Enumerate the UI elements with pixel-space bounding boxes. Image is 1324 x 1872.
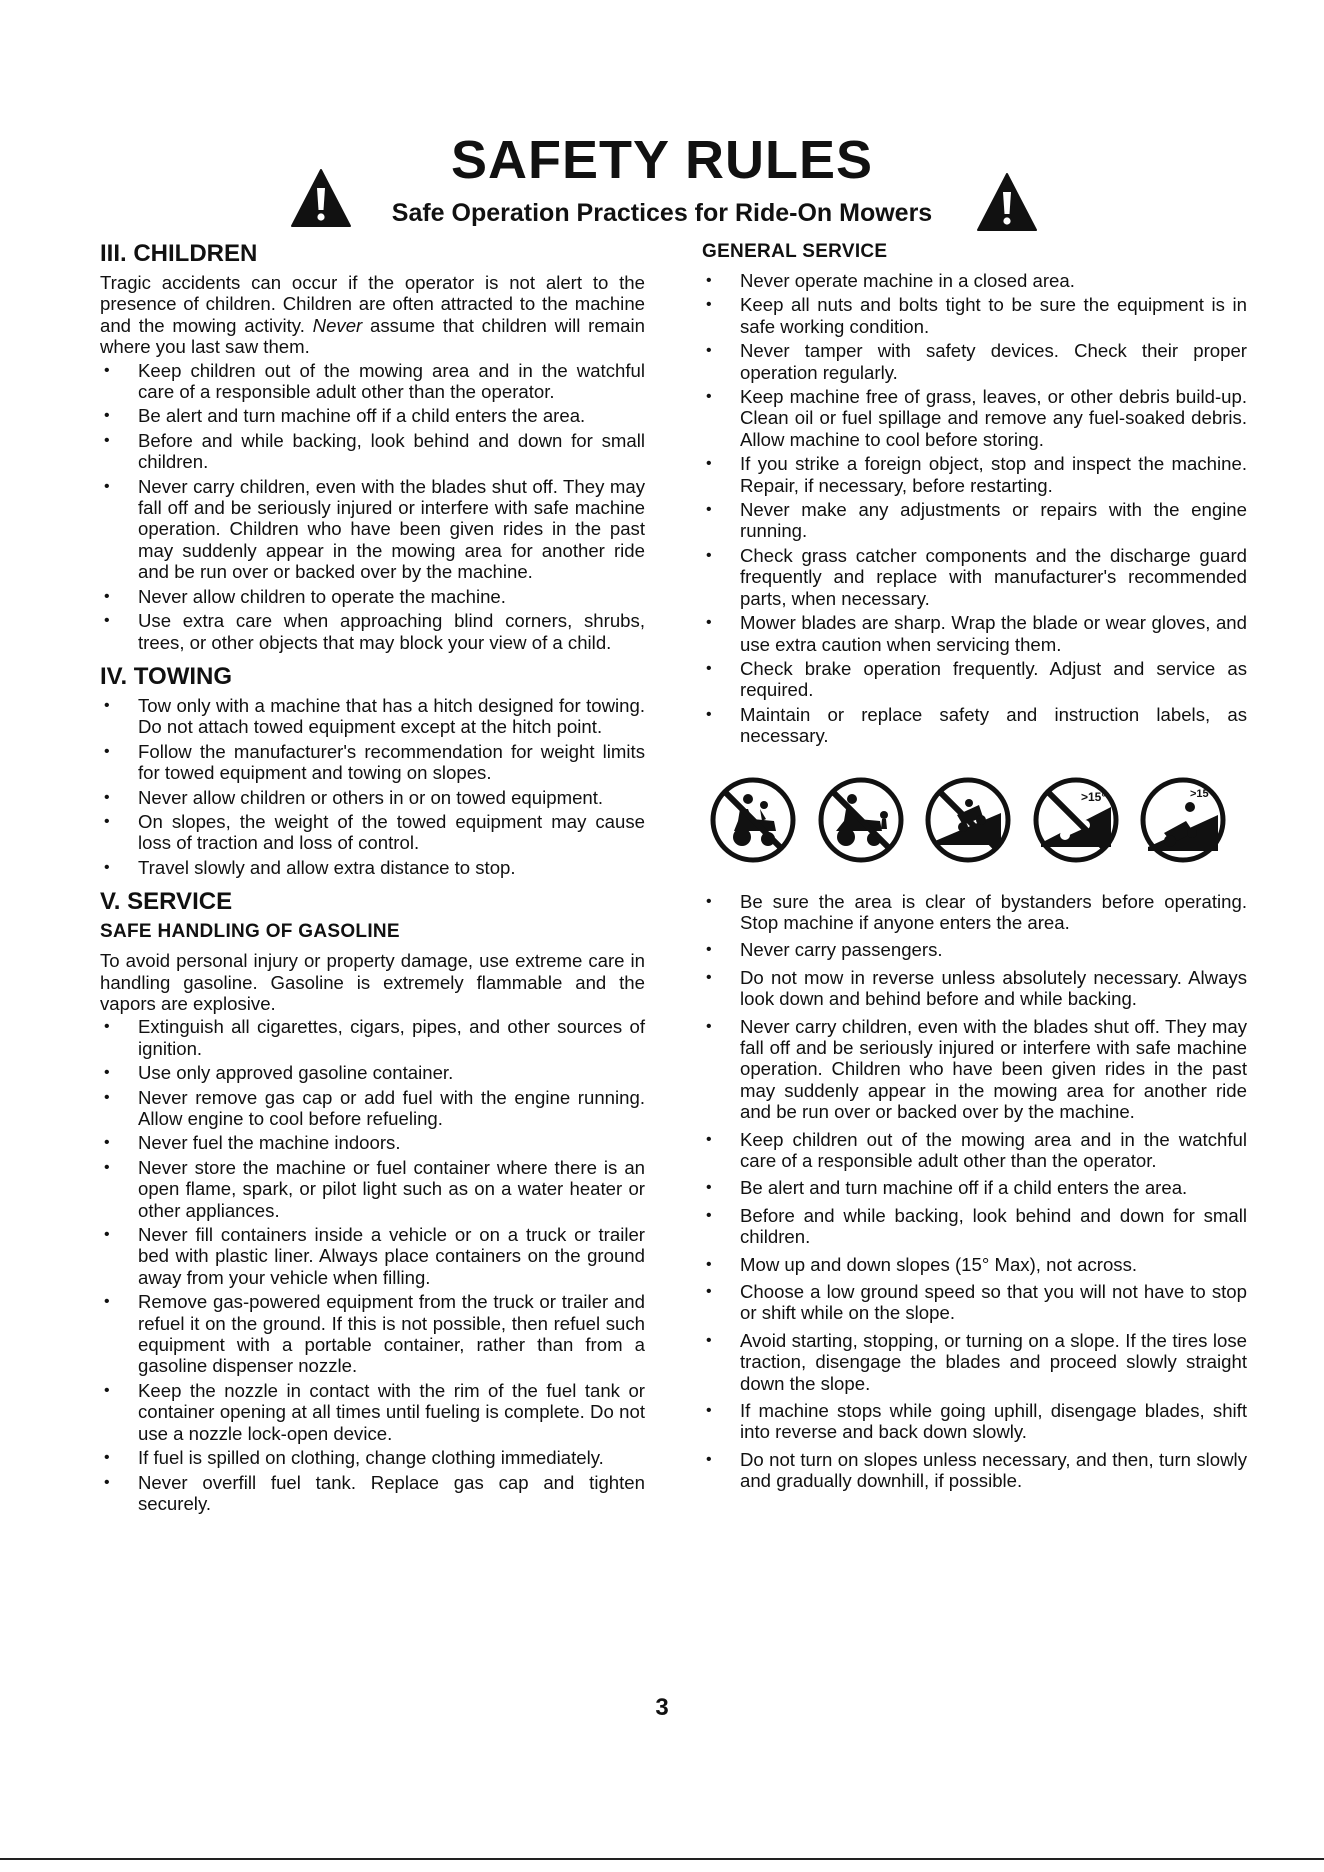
page-header (0, 128, 1324, 238)
left-column (100, 240, 645, 1524)
list-item: • Check brake operation frequently. Adjust and service as required. (706, 657, 1247, 701)
bullet-icon: • (706, 546, 712, 564)
list-item: • Keep the nozzle in contact with the rim of the fuel tank or container opening at all times until fueling is complete. Do not use a nozzle lock-open device. (104, 1379, 645, 1444)
warning-triangle-icon (976, 172, 1038, 234)
page-title: SAFETY RULES (450, 130, 874, 190)
bullet-icon: • (706, 1331, 712, 1349)
list-item: • Never allow children to operate the machine. (104, 585, 506, 607)
section-general-service (702, 240, 1247, 747)
bullet-icon: • (104, 1064, 110, 1082)
list-item: • Use only approved gasoline container. (104, 1062, 454, 1084)
slope-label: >15° (1080, 789, 1106, 804)
no-children-icon (816, 775, 906, 865)
bullet-icon: • (104, 431, 110, 449)
bullet-icon: • (104, 812, 110, 830)
section-operation (702, 891, 1247, 1492)
list-item: • If you strike a foreign object, stop and inspect the machine. Repair, if necessary, before restarting. (706, 453, 1247, 496)
bullet-icon: • (104, 612, 110, 630)
bullet-icon: • (104, 858, 110, 876)
intro-emphasis: Never (312, 314, 363, 336)
bullet-icon: • (104, 407, 110, 425)
bottom-divider (0, 1858, 1324, 1860)
list-item: • Be sure the area is clear of bystanders before operating. Stop machine if anyone enters the area. (706, 890, 1247, 933)
bullet-list (702, 270, 1247, 747)
list-item: • Never store the machine or fuel container where there is an open flame, spark, or pilot light such as on a water heater or other appliances. (104, 1156, 645, 1221)
list-item: • Never carry children, even with the blades shut off. They may fall off and be seriously injured or interfere with safe machine operation. Children who have been given rides in the past may suddenly appear in the mowing area for another ride and be run over or backed over by the machine. (104, 475, 645, 583)
bullet-icon: • (706, 388, 712, 406)
bullet-icon: • (104, 1293, 110, 1311)
list-item: • Never fuel the machine indoors. (104, 1132, 401, 1154)
bullet-icon: • (104, 1473, 110, 1491)
list-item: • Keep all nuts and bolts tight to be sure the equipment is in safe working condition. (706, 294, 1247, 337)
bullet-icon: • (104, 1449, 110, 1467)
bullet-icon: • (104, 587, 110, 605)
list-item: • Never carry passengers. (706, 939, 943, 961)
bullet-icon: • (706, 1179, 712, 1197)
slope-label: >15° (1190, 787, 1214, 800)
list-item: • Keep children out of the mowing area and in the watchful care of a responsible adult other than the operator. (706, 1128, 1247, 1171)
list-item: • Mow up and down slopes (15° Max), not across. (706, 1253, 1138, 1275)
list-item: • Check grass catcher components and the discharge guard frequently and replace with manufacturer's recommended parts, when necessary. (706, 544, 1247, 609)
bullet-icon: • (706, 1450, 712, 1468)
section-heading: V. SERVICE (100, 888, 233, 916)
bullet-list (100, 695, 645, 878)
list-item: • If fuel is spilled on clothing, change clothing immediately. (104, 1447, 604, 1469)
list-item: • Never operate machine in a closed area. (706, 270, 1075, 291)
bullet-icon: • (706, 1130, 712, 1148)
list-item: • Use extra care when approaching blind corners, shrubs, trees, or other objects that may block your view of a child. (104, 610, 645, 653)
list-item: • Before and while backing, look behind and down for small children. (104, 429, 645, 473)
list-item: • Never remove gas cap or add fuel with the engine running. Allow engine to cool before refueling. (104, 1086, 645, 1129)
bullet-icon: • (706, 614, 712, 632)
list-item: • On slopes, the weight of the towed equipment may cause loss of traction and loss of control. (104, 810, 645, 854)
bullet-icon: • (104, 1158, 110, 1176)
section-heading: IV. TOWING (100, 662, 233, 690)
no-steep-slope-icon (923, 775, 1013, 865)
list-item: • Before and while backing, look behind and down for small children. (706, 1204, 1247, 1248)
bullet-icon: • (706, 892, 712, 910)
page-subtitle: Safe Operation Practices for Ride-On Mowers (391, 199, 933, 227)
bullet-icon: • (104, 1134, 110, 1152)
bullet-icon: • (706, 968, 712, 986)
bullet-icon: • (104, 1018, 110, 1036)
list-item: • Choose a low ground speed so that you will not have to stop or shift while on the slope. (706, 1281, 1247, 1324)
no-passengers-icon (708, 775, 798, 865)
list-item: • Avoid starting, stopping, or turning on a slope. If the tires lose traction, disengage the blades and proceed slowly straight down the slope. (706, 1329, 1247, 1394)
section-children (100, 240, 645, 653)
list-item: • Do not turn on slopes unless necessary, and then, turn slowly and gradually downhill, if possible. (706, 1448, 1247, 1492)
section-intro: To avoid personal injury or property damage, use extreme care in handling gasoline. Gasoline is extremely flammable and the vapors are explosive. (100, 950, 645, 1014)
subsection-heading: SAFE HANDLING OF GASOLINE (100, 921, 400, 943)
list-item: • Keep children out of the mowing area and in the watchful care of a responsible adult other than the operator. (104, 359, 645, 403)
bullet-icon: • (104, 788, 110, 806)
bullet-icon: • (706, 1283, 712, 1301)
slope-limit-icon (1031, 775, 1121, 865)
list-item: • Mower blades are sharp. Wrap the blade or wear gloves, and use extra caution when servicing them. (706, 612, 1247, 655)
list-item: • Never carry children, even with the blades shut off. They may fall off and be seriously injured or interfere with safe machine operation. Children who have been given rides in the past may suddenly appear in the mowing area for another ride and be run over or backed over by the machine. (706, 1015, 1247, 1123)
section-heading: III. CHILDREN (100, 240, 258, 267)
bullet-icon: • (706, 1017, 712, 1035)
bullet-icon: • (104, 1381, 110, 1399)
intro-text: assume that children will remain where you last saw them. (100, 314, 645, 358)
bullet-list (100, 1016, 645, 1514)
section-towing (100, 663, 645, 878)
list-item: • Never make any adjustments or repairs with the engine running. (706, 499, 1247, 542)
list-item: • If machine stops while going uphill, disengage blades, shift into reverse and back down slowly. (706, 1400, 1247, 1443)
bullet-icon: • (706, 342, 712, 360)
list-item: • Follow the manufacturer's recommendation for weight limits for towed equipment and towing on slopes. (104, 740, 645, 784)
bullet-icon: • (706, 941, 712, 959)
list-item: • Be alert and turn machine off if a child enters the area. (706, 1177, 1188, 1199)
section-intro (100, 272, 645, 358)
list-item: • Be alert and turn machine off if a child enters the area. (104, 405, 586, 427)
list-item: • Do not mow in reverse unless absolutely necessary. Always look down and behind before and while backing. (706, 966, 1247, 1010)
list-item: • Never overfill fuel tank. Replace gas cap and tighten securely. (104, 1471, 645, 1514)
slope-warning-icon (1138, 775, 1228, 865)
bullet-icon: • (104, 477, 110, 495)
list-item: • Never allow children or others in or on towed equipment. (104, 786, 604, 808)
bullet-icon: • (706, 1255, 712, 1273)
bullet-list (100, 360, 645, 653)
list-item: • Travel slowly and allow extra distance to stop. (104, 856, 516, 878)
list-item: • Extinguish all cigarettes, cigars, pipes, and other sources of ignition. (104, 1016, 645, 1059)
subsection-heading: GENERAL SERVICE (702, 241, 888, 262)
bullet-icon: • (706, 501, 712, 519)
list-item: • Never fill containers inside a vehicle or on a truck or trailer bed with plastic liner. Always place containers on the ground away from your vehicle when filling. (104, 1224, 645, 1288)
bullet-icon: • (104, 742, 110, 760)
bullet-list (702, 891, 1247, 1492)
safety-illustrations (708, 775, 1228, 865)
list-item: • Never tamper with safety devices. Check their proper operation regularly. (706, 340, 1247, 383)
intro-text: Tragic accidents can occur if the operator is not alert to the presence of children. Children are often attracted to the machine and the mowing activity. (100, 272, 645, 336)
page-number: 3 (655, 1694, 669, 1721)
bullet-icon: • (706, 1206, 712, 1224)
list-item: • Tow only with a machine that has a hitch designed for towing. Do not attach towed equipment except at the hitch point. (104, 694, 645, 738)
bullet-icon: • (706, 296, 712, 314)
list-item: • Remove gas-powered equipment from the truck or trailer and refuel it on the ground. If this is not possible, then refuel such equipment with a portable container, rather than from a gasoline dispenser nozzle. (104, 1291, 645, 1377)
list-item: • Keep machine free of grass, leaves, or other debris build-up. Clean oil or fuel spillage and remove any fuel-soaked debris. Allow machine to cool before storing. (706, 386, 1247, 450)
list-item: • Maintain or replace safety and instruction labels, as necessary. (706, 703, 1247, 747)
bullet-icon: • (706, 705, 712, 723)
section-service (100, 888, 645, 1514)
bullet-icon: • (706, 659, 712, 677)
bullet-icon: • (706, 1402, 712, 1420)
bullet-icon: • (706, 272, 712, 289)
right-column (702, 240, 1247, 1502)
bullet-icon: • (104, 361, 110, 379)
bullet-icon: • (104, 1088, 110, 1106)
bullet-icon: • (706, 455, 712, 473)
bullet-icon: • (104, 696, 110, 714)
bullet-icon: • (104, 1226, 110, 1244)
